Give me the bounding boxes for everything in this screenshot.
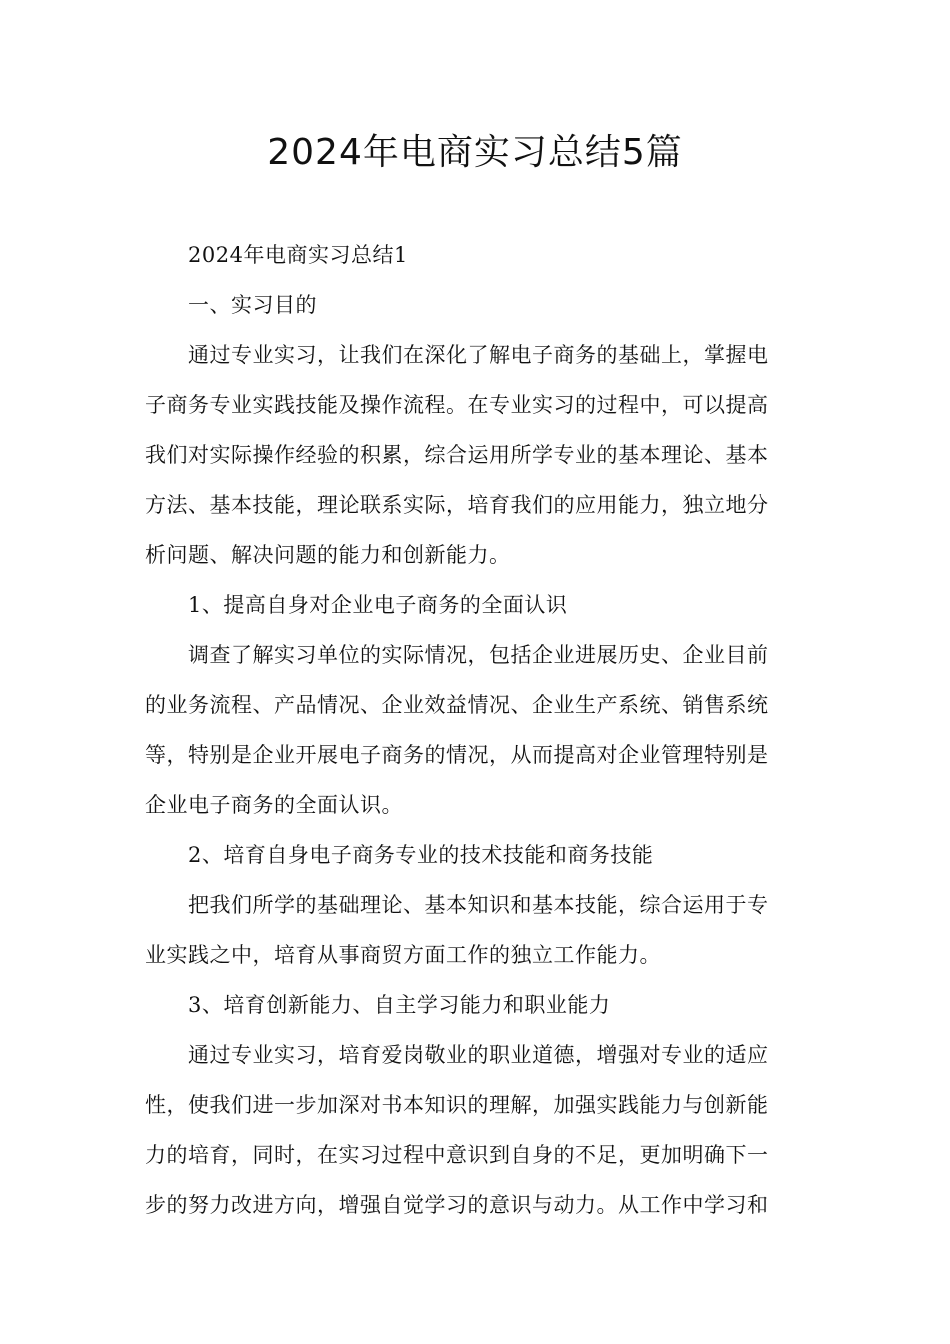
paragraph-line: 企业电子商务的全面认识。 <box>145 793 403 817</box>
subsection-heading: 2、培育自身电子商务专业的技术技能和商务技能 <box>188 843 654 867</box>
paragraph-line: 等，特别是企业开展电子商务的情况，从而提高对企业管理特别是 <box>145 743 769 767</box>
document-body <box>145 230 805 1230</box>
paragraph-line: 步的努力改进方向，增强自觉学习的意识与动力。从工作中学习和 <box>145 1193 769 1217</box>
paragraph-line: 把我们所学的基础理论、基本知识和基本技能，综合运用于专 <box>188 893 769 917</box>
subsection-heading: 1、提高自身对企业电子商务的全面认识 <box>188 593 568 617</box>
paragraph-line: 我们对实际操作经验的积累，综合运用所学专业的基本理论、基本 <box>145 443 769 467</box>
paragraph-line: 析问题、解决问题的能力和创新能力。 <box>145 543 511 567</box>
paragraph-line: 通过专业实习，让我们在深化了解电子商务的基础上，掌握电 <box>188 343 769 367</box>
section-heading: 2024年电商实习总结1 <box>188 243 408 267</box>
paragraph-line: 调查了解实习单位的实际情况，包括企业进展历史、企业目前 <box>188 643 769 667</box>
paragraph-line: 业实践之中，培育从事商贸方面工作的独立工作能力。 <box>145 943 661 967</box>
subsection-heading: 3、培育创新能力、自主学习能力和职业能力 <box>188 993 611 1017</box>
subsection-heading: 一、实习目的 <box>188 293 317 317</box>
paragraph-line: 的业务流程、产品情况、企业效益情况、企业生产系统、销售系统 <box>145 693 769 717</box>
document-title: 2024年电商实习总结5篇 <box>267 132 683 173</box>
paragraph-line: 子商务专业实践技能及操作流程。在专业实习的过程中，可以提高 <box>145 393 769 417</box>
paragraph-line: 方法、基本技能，理论联系实际，培育我们的应用能力，独立地分 <box>145 493 769 517</box>
paragraph-line: 通过专业实习，培育爱岗敬业的职业道德，增强对专业的适应 <box>188 1043 769 1067</box>
paragraph-line: 性，使我们进一步加深对书本知识的理解，加强实践能力与创新能 <box>145 1093 769 1117</box>
paragraph-line: 力的培育，同时，在实习过程中意识到自身的不足，更加明确下一 <box>145 1143 769 1167</box>
